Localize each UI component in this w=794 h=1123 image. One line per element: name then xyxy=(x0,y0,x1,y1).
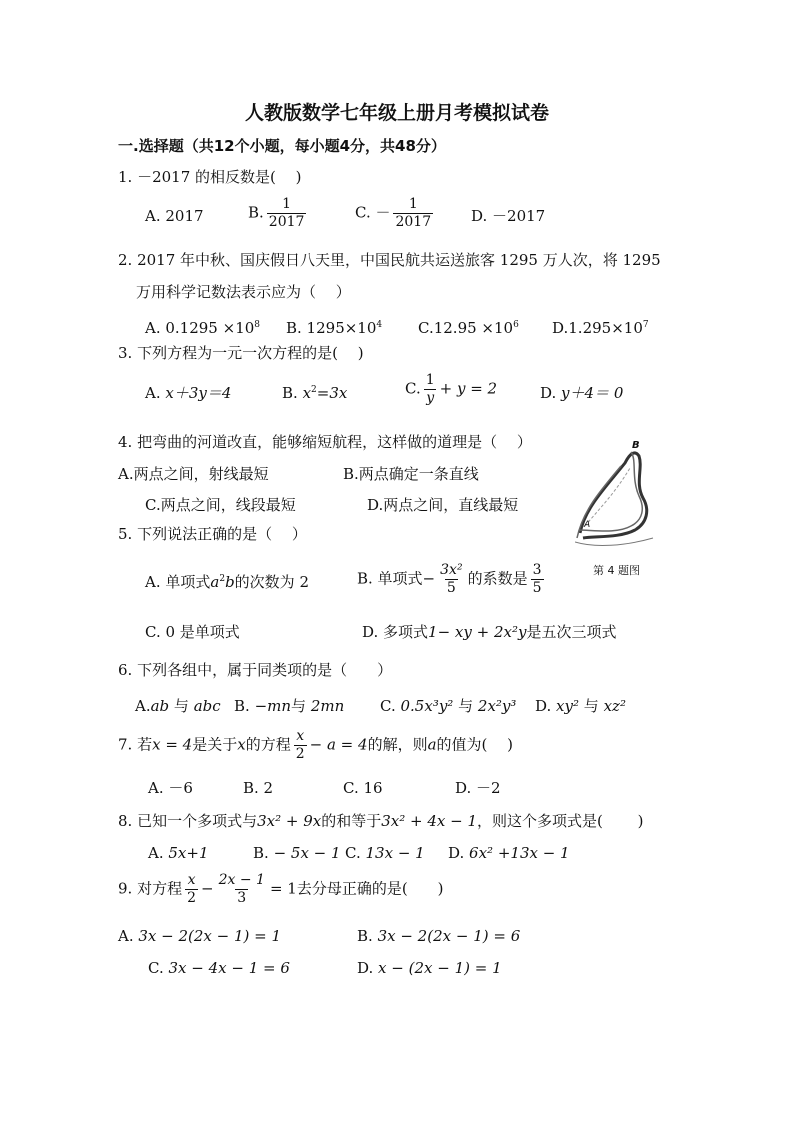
figure-caption: 第 4 题图 xyxy=(593,564,640,577)
q7-option-b: B. 2 xyxy=(243,779,274,797)
q1-option-d: D. －2017 xyxy=(471,207,546,225)
question-8-stem: 8. 已知一个多项式与3x² + 9x的和等于3x² + 4x − 1，则这个多项式是( ) xyxy=(118,812,644,830)
question-6-stem: 6. 下列各组中，属于同类项的是（ ） xyxy=(118,661,393,679)
section-heading: 一.选择题（共12个小题，每小题4分，共48分） xyxy=(118,137,446,155)
q8-option-a: A. 5x+1 xyxy=(148,844,209,862)
q6-option-d: D. xy² 与 xz² xyxy=(535,697,626,715)
q3-option-d: D. y＋4＝ 0 xyxy=(540,384,624,402)
q4-option-a: A.两点之间，射线最短 xyxy=(118,465,269,483)
question-2-stem-line2: 万用科学记数法表示应为（ ） xyxy=(136,283,351,301)
q1-option-c: C. － $\frac{1}{2017}$ xyxy=(355,196,432,230)
river-illustration xyxy=(575,438,655,578)
q9-option-c: C. 3x − 4x − 1 = 6 xyxy=(148,959,290,977)
q9-option-a: A. 3x − 2(2x − 1) = 1 xyxy=(118,927,282,945)
q2-option-a: A. $0.1295 \times 10^8$ xyxy=(145,319,261,337)
q8-option-c: C. 13x − 1 xyxy=(345,844,425,862)
q3-option-a: A. x＋3y＝4 xyxy=(145,384,232,402)
q6-option-a: A.ab 与 abc xyxy=(135,697,221,715)
q4-option-b: B.两点确定一条直线 xyxy=(343,465,479,483)
page-title: 人教版数学七年级上册月考模拟试卷 xyxy=(244,102,549,124)
q1-option-b: B. $\frac{1}{2017}$ xyxy=(248,196,305,230)
q6-option-c: C. 0.5x³y² 与 2x²y³ xyxy=(380,697,517,715)
figure-label-a: A xyxy=(584,520,591,530)
question-4-stem: 4. 把弯曲的河道改直，能够缩短航程，这样做的道理是（ ） xyxy=(118,433,532,451)
question-1-stem: 1. －2017 的相反数是( ) xyxy=(118,168,302,186)
q2-option-d: $D.1.295\times 10^7$ xyxy=(552,319,649,337)
question-3-stem: 3. 下列方程为一元一次方程的是( ) xyxy=(118,344,364,362)
q7-option-a: A. －6 xyxy=(148,779,193,797)
q4-option-d: D.两点之间，直线最短 xyxy=(367,496,519,514)
q8-option-b: B. − 5x − 1 xyxy=(253,844,341,862)
q6-option-b: B. −mn与 2mn xyxy=(234,697,345,715)
q9-option-b: B. 3x − 2(2x − 1) = 6 xyxy=(357,927,521,945)
q3-option-c: C. $\frac{1}{y}$ + y = 2 xyxy=(405,372,498,406)
q9-option-d: D. x − (2x − 1) = 1 xyxy=(357,959,502,977)
question-2-stem-line1: 2. 2017 年中秋、国庆假日八天里，中国民航共运送旅客 1295 万人次，将 1295 xyxy=(118,251,661,269)
q1-option-a: A. 2017 xyxy=(145,207,204,225)
figure-label-b: B xyxy=(632,440,640,451)
q5-option-a: A. 单项式$a^2b$的次数为 2 xyxy=(145,573,309,591)
question-5-stem: 5. 下列说法正确的是（ ） xyxy=(118,525,307,543)
q5-option-b: B. 单项式− $\frac{\text{3x²}}{5}$ 的系数是 $\frac{3}{5}$ xyxy=(357,562,542,596)
question-9-stem: 9. 对方程 $\frac{x}{2}$ − $\frac{2x - 1}{3}$ = 1去分母正确的是( ) xyxy=(118,872,444,906)
q2-option-c: $C.12.95 \times 10^6$ xyxy=(418,319,519,337)
river-figure xyxy=(575,438,655,578)
q5-option-d: D. 多项式1− xy + 2x²y是五次三项式 xyxy=(362,623,617,641)
q7-option-c: C. 16 xyxy=(343,779,383,797)
q7-option-d: D. －2 xyxy=(455,779,501,797)
q2-option-b: B. $1295\times 10^4$ xyxy=(286,319,383,337)
q8-option-d: D. 6x² +13x − 1 xyxy=(448,844,570,862)
q5-option-c: C. 0 是单项式 xyxy=(145,623,240,641)
q4-option-c: C.两点之间，线段最短 xyxy=(145,496,296,514)
question-7-stem: 7. 若x = 4是关于x的方程 $\frac{x}{2}$ − a = 4的解，则a的值为( ) xyxy=(118,728,514,762)
q3-option-b: B. $x^2=3x$ xyxy=(282,384,348,402)
